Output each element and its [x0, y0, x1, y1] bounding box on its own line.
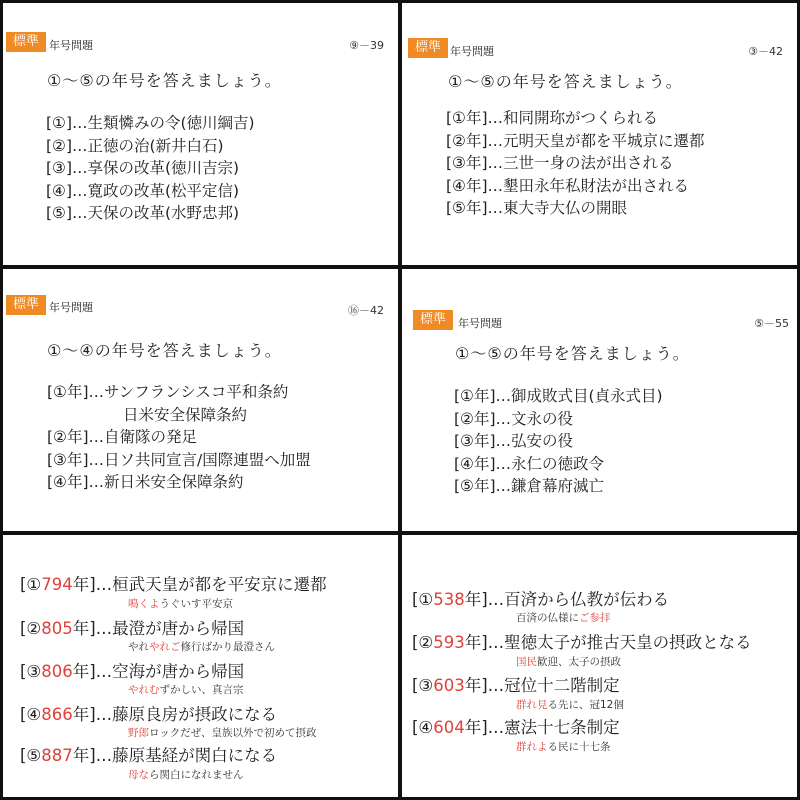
- question-text: ①～④の年号を答えましょう。: [47, 341, 282, 360]
- question-text: ①～⑤の年号を答えましょう。: [47, 71, 282, 90]
- list-item: [②]…正徳の治(新井白石): [46, 136, 224, 155]
- mnemonic: 群れよる民に十七条: [516, 741, 611, 753]
- list-item: [④年]…墾田永年私財法が出される: [446, 176, 689, 195]
- question-list: [47, 381, 311, 494]
- list-item: [③年]…日ソ共同宣言/国際連盟へ加盟: [47, 450, 311, 469]
- card-1: [3, 3, 398, 265]
- mnemonic: 国民歓迎、太子の摂政: [516, 656, 621, 668]
- card-title: 年号問題: [450, 45, 494, 58]
- level-badge: 標準: [6, 295, 46, 315]
- card-3: [3, 269, 398, 531]
- card-2: [402, 3, 797, 265]
- list-item: [①年]…サンフランシスコ平和条約: [47, 383, 289, 401]
- question-list: [446, 107, 705, 220]
- answer-year: 805: [41, 619, 73, 638]
- answer-row: [⑤887年]…藤原基経が関白になる: [20, 746, 278, 765]
- answer-year: 866: [41, 705, 73, 724]
- level-badge: 標準: [408, 38, 448, 58]
- answer-year: 794: [41, 575, 73, 594]
- answer-row: [③806年]…空海が唐から帰国: [20, 662, 245, 681]
- list-item: [①年]…和同開珎がつくられる: [446, 109, 658, 127]
- level-badge: 標準: [6, 32, 46, 52]
- list-item: [①]…生類憐みの令(徳川綱吉): [46, 114, 255, 132]
- page-number: ⑤－55: [754, 317, 789, 330]
- list-item: [②年]…自衛隊の発足: [47, 428, 197, 446]
- mnemonic: 群れ見る先に、冠12個: [516, 699, 624, 711]
- answer-row: [③603年]…冠位十二階制定: [412, 676, 620, 695]
- answer-row: [①538年]…百済から仏教が伝わる: [412, 590, 670, 609]
- answer-year: 603: [433, 676, 465, 695]
- list-item: [④年]…永仁の徳政令: [454, 454, 604, 473]
- card-title: 年号問題: [49, 301, 93, 314]
- list-item: [③年]…弘安の役: [454, 432, 573, 450]
- mnemonic: 野郎ロックだぜ、皇族以外で初めて摂政: [128, 727, 317, 739]
- answer-row: [④604年]…憲法十七条制定: [412, 718, 620, 737]
- list-item: [③]…享保の改革(徳川吉宗): [46, 159, 240, 177]
- answer-card-left: [3, 535, 398, 797]
- answer-card-right: [402, 535, 797, 797]
- page-number: ③－42: [748, 45, 783, 58]
- answer-year: 887: [41, 746, 73, 765]
- page-number: ⑨－39: [349, 39, 384, 52]
- mnemonic: 鳴くようぐいす平安京: [128, 598, 233, 610]
- card-title: 年号問題: [49, 39, 93, 52]
- list-item: [⑤]…天保の改革(水野忠邦): [46, 204, 240, 222]
- level-badge: 標準: [413, 310, 453, 330]
- answer-year: 604: [433, 718, 465, 737]
- mnemonic: 百済の仏様にご参拝: [516, 612, 611, 624]
- list-item: [②年]…元明天皇が都を平城京に遷都: [446, 131, 705, 150]
- answer-row: [②593年]…聖徳太子が推古天皇の摂政となる: [412, 633, 752, 652]
- list-item: [③年]…三世一身の法が出される: [446, 154, 674, 172]
- question-text: ①～⑤の年号を答えましょう。: [455, 344, 690, 363]
- card-4: [402, 269, 797, 531]
- list-item: [①年]…御成敗式目(貞永式目): [454, 387, 663, 405]
- question-list: [46, 112, 255, 225]
- list-item: [④]…寛政の改革(松平定信): [46, 181, 240, 200]
- answer-year: 806: [41, 662, 73, 681]
- mnemonic: やれやれご修行ばかり最澄さん: [128, 641, 275, 653]
- answer-year: 593: [433, 633, 465, 652]
- answer-year: 538: [433, 590, 465, 609]
- list-item: [②年]…文永の役: [454, 409, 573, 428]
- list-item: [⑤年]…東大寺大仏の開眼: [446, 199, 627, 217]
- list-item: [④年]…新日米安全保障条約: [47, 473, 244, 491]
- question-text: ①～⑤の年号を答えましょう。: [448, 72, 683, 91]
- mnemonic: 母なら関白になれません: [128, 769, 244, 781]
- list-item: [⑤年]…鎌倉幕府滅亡: [454, 477, 604, 495]
- mnemonic: やれむずかしい、真言宗: [128, 684, 244, 696]
- answer-row: [①794年]…桓武天皇が都を平安京に遷都: [20, 575, 327, 594]
- page-number: ⑯－42: [348, 304, 384, 317]
- answer-row: [④866年]…藤原良房が摂政になる: [20, 705, 278, 724]
- question-list: [454, 385, 663, 498]
- card-title: 年号問題: [458, 317, 502, 330]
- list-item: 日米安全保障条約: [123, 405, 248, 424]
- answer-row: [②805年]…最澄が唐から帰国: [20, 619, 245, 638]
